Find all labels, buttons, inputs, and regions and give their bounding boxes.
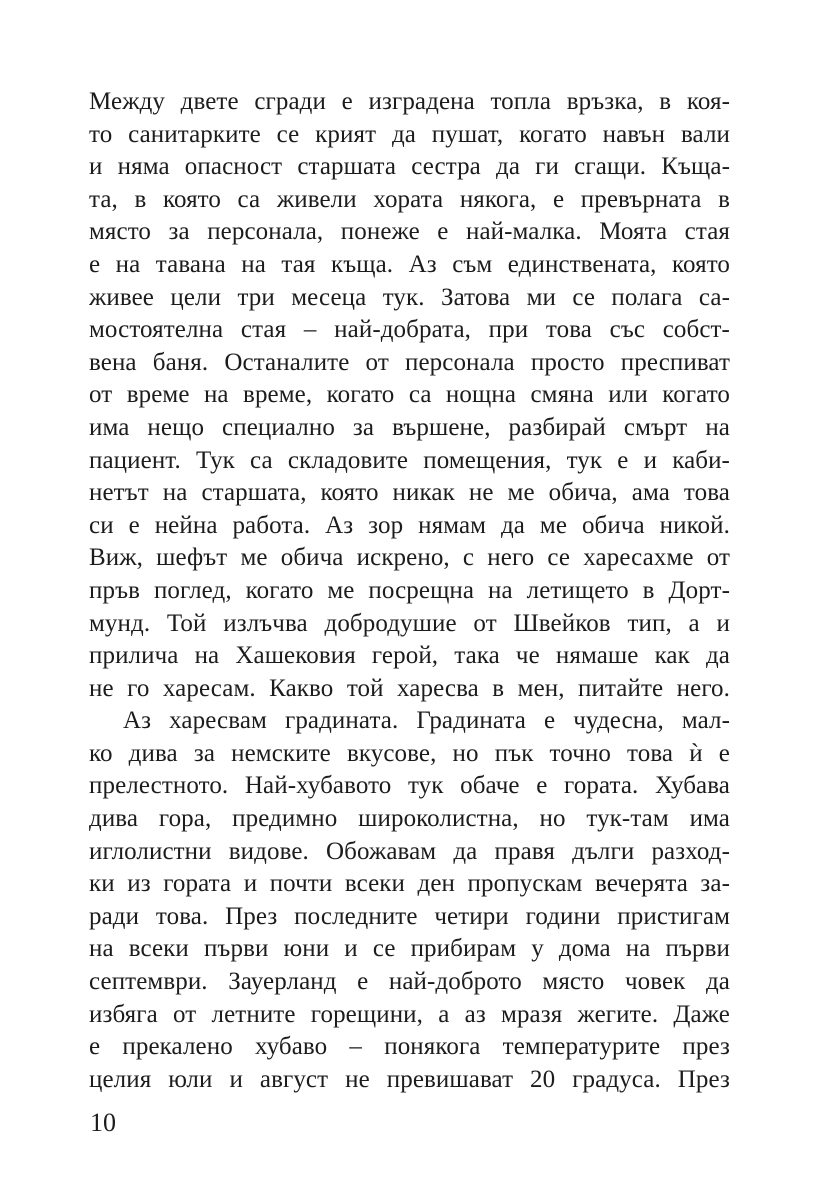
text-line: иглолистни видове. Обожавам да правя дълги разход-: [89, 837, 730, 865]
text-line: Между двете сгради е изградена топла връзка, в коя-: [89, 88, 730, 115]
text-line: та, в която са живели хората някога, е превърната в: [89, 185, 730, 213]
text-line: има нещо специално за вършене, разбирай смърт на: [89, 413, 730, 441]
text-line: Аз харесвам градината. Градината е чудесна, мал-: [123, 707, 730, 735]
text-line: то санитарките се крият да пушат, когато навън вали: [89, 120, 730, 148]
text-line: прилича на Хашековия герой, така че нямаше как да: [89, 642, 730, 670]
text-line: живее цели три месеца тук. Затова ми се полага са-: [89, 283, 730, 311]
text-line: септември. Зауерланд е най-доброто място човек да: [89, 968, 730, 996]
text-line: ради това. През последните четири години пристигам: [89, 902, 730, 930]
text-line: от време на време, когато са нощна смяна или когато: [89, 381, 730, 409]
paragraph: [89, 705, 730, 1096]
body-text: [89, 86, 730, 1096]
text-line: ко дива за немските вкусове, но пък точно това ѝ е: [89, 739, 730, 767]
text-line: си е нейна работа. Аз зор нямам да ме обича никой.: [89, 511, 730, 539]
text-line: дива гора, предимно широколистна, но тук-там има: [89, 805, 730, 833]
text-line: на всеки първи юни и се прибирам у дома на първи: [89, 935, 730, 963]
page-number: 10: [90, 1108, 116, 1137]
text-line: нетът на старшата, която никак не ме обича, ама това: [89, 479, 730, 507]
text-line: вена баня. Останалите от персонала просто преспиват: [89, 348, 730, 376]
text-line: е прекалено хубаво – понякога температурите през: [89, 1033, 730, 1061]
text-line: прелестното. Най-хубавото тук обаче е гората. Хубава: [89, 772, 730, 800]
text-line: избяга от летните горещини, а аз мразя жегите. Даже: [89, 1000, 730, 1028]
text-line: Виж, шефът ме обича искрено, с него се харесахме от: [89, 544, 730, 572]
text-line: ки из гората и почти всеки ден пропускам вечерята за-: [89, 870, 730, 898]
text-line: не го харесам. Какво той харесва в мен, питайте него.: [89, 674, 730, 702]
text-line: мостоятелна стая – най-добрата, при това със собст-: [89, 316, 730, 344]
text-line: пациент. Тук са складовите помещения, тук е и каби-: [89, 446, 730, 474]
text-line: мунд. Той излъчва добродушие от Швейков тип, а и: [89, 609, 730, 637]
text-line: място за персонала, понеже е най-малка. Моята стая: [89, 218, 730, 246]
text-line: пръв поглед, когато ме посрещна на летището в Дорт-: [89, 576, 730, 604]
text-line: целия юли и август не превишават 20 градуса. През: [89, 1065, 730, 1093]
paragraph: [89, 86, 730, 705]
text-line: и няма опасност старшата сестра да ги сгащи. Къща-: [89, 153, 730, 181]
text-line: е на тавана на тая къща. Аз съм единствената, която: [89, 250, 730, 278]
